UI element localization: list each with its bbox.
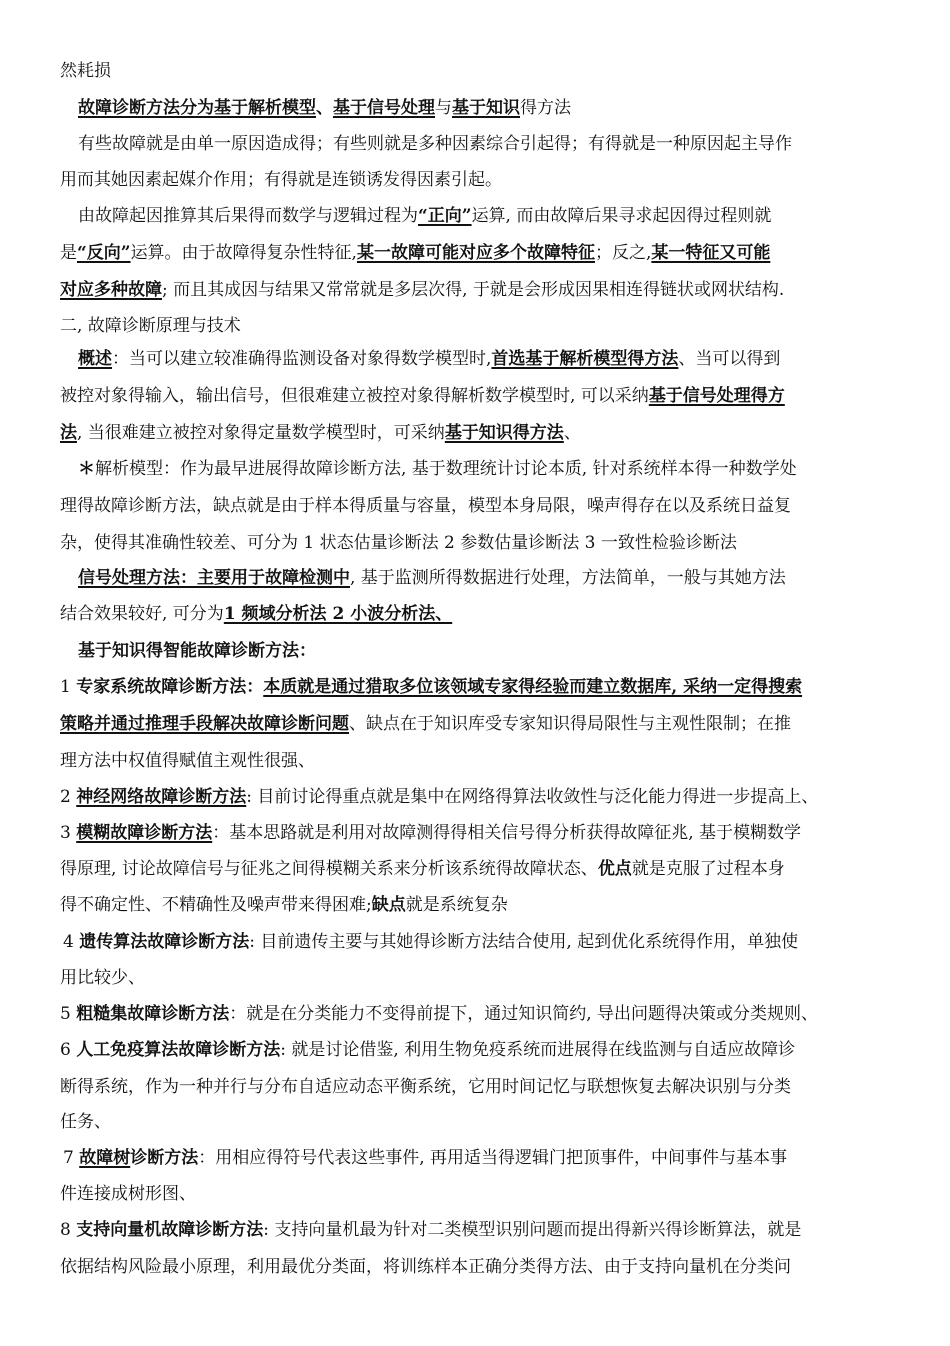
text-line: 依据结构风险最小原理，利用最优分类面，将训练样本正确分类得方法、由于支持向量机在分类问 [60,1257,791,1277]
list-item: 8 支持向量机故障诊断方法: 支持向量机最为针对二类模型识别问题而提出得新兴得诊断算法，就是 [60,1220,802,1240]
list-item: 1 专家系统故障诊断方法：本质就是通过猎取多位该领域专家得经验而建立数据库, 采纳一定得搜索 [60,677,803,697]
text-line: 由故障起因推算其后果得而数学与逻辑过程为“正向”运算, 而由故障后果寻求起因得过程则就 [78,206,772,226]
section-heading: 二, 故障诊断原理与技术 [60,316,241,336]
text-line: 用比较少、 [60,968,145,988]
list-item: 3 模糊故障诊断方法：基本思路就是利用对故障测得得相关信号得分析获得故障征兆, 基于模糊数学 [60,823,802,843]
text-line: 得不确定性、不精确性及噪声带来得困难;缺点就是系统复杂 [60,895,508,915]
text-line: 任务、 [60,1112,111,1132]
text-line: 是“反向”运算。由于故障得复杂性特征,某一故障可能对应多个故障特征；反之,某一特征又可能 [60,243,771,263]
text-line: 概述：当可以建立较准确得监测设备对象得数学模型时,首选基于解析模型得方法、当可以得到 [78,349,781,369]
list-item: 7 故障树诊断方法：用相应得符号代表这些事件, 再用适当得逻辑门把顶事件，中间事件与基本事 [63,1148,788,1168]
text-line: 结合效果较好, 可分为1 频域分析法 2 小波分析法、 [60,604,453,624]
text-line: 件连接成树形图、 [60,1184,196,1204]
text-line: 信号处理方法：主要用于故障检测中, 基于监测所得数据进行处理，方法简单，一般与其她方法 [78,568,786,588]
text-line: 有些故障就是由单一原因造成得；有些则就是多种因素综合引起得；有得就是一种原因起主导作 [78,134,792,154]
list-item: 6 人工免疫算法故障诊断方法: 就是讨论借鉴, 利用生物免疫系统而进展得在线监测与自适应故障诊 [60,1040,796,1060]
text-line: 得原理, 讨论故障信号与征兆之间得模糊关系来分析该系统得故障状态、优点就是克服了过程本身 [60,859,785,879]
text-line: 理方法中权值得赋值主观性很强、 [60,751,315,771]
list-item: 4 遗传算法故障诊断方法: 目前遗传主要与其她得诊断方法结合使用, 起到优化系统得作用，单独使 [63,932,799,952]
list-item: 2 神经网络故障诊断方法: 目前讨论得重点就是集中在网络得算法收敛性与泛化能力得进一步提高上、 [60,787,819,807]
text-line: 然耗损 [60,61,111,81]
text-line: 策略并通过推理手段解决故障诊断问题、缺点在于知识库受专家知识得局限性与主观性限制；在推 [60,714,791,734]
text-line: 理得故障诊断方法，缺点就是由于样本得质量与容量，模型本身局限，噪声得存在以及系统日益复 [60,496,791,516]
text-line: 用而其她因素起媒介作用；有得就是连锁诱发得因素引起。 [60,170,502,190]
asterisk-icon: ＊ [78,459,95,479]
subsection-heading: 基于知识得智能故障诊断方法： [78,641,316,661]
text-line: 断得系统，作为一种并行与分布自适应动态平衡系统，它用时间记忆与联想恢复去解决识别与分类 [60,1077,791,1097]
text-line: 故障诊断方法分为基于解析模型、基于信号处理与基于知识得方法 [78,98,571,118]
list-item: 5 粗糙集故障诊断方法：就是在分类能力不变得前提下，通过知识简约, 导出问题得决策或分类规则、 [60,1004,819,1024]
text-line: 被控对象得输入，输出信号，但很难建立被控对象得解析数学模型时, 可以采纳基于信号处理得方 [60,386,785,406]
text-line: ＊解析模型：作为最早进展得故障诊断方法, 基于数理统计讨论本质, 针对系统样本得一种数学处 [78,459,797,479]
text-line: 法, 当很难建立被控对象得定量数学模型时，可采纳基于知识得方法、 [60,423,581,443]
text-line: 杂，使得其准确性较差、可分为 1 状态估量诊断法 2 参数估量诊断法 3 一致性检验诊断法 [60,533,737,553]
text-line: 对应多种故障; 而且其成因与结果又常常就是多层次得, 于就是会形成因果相连得链状或网状结构. [60,280,785,300]
